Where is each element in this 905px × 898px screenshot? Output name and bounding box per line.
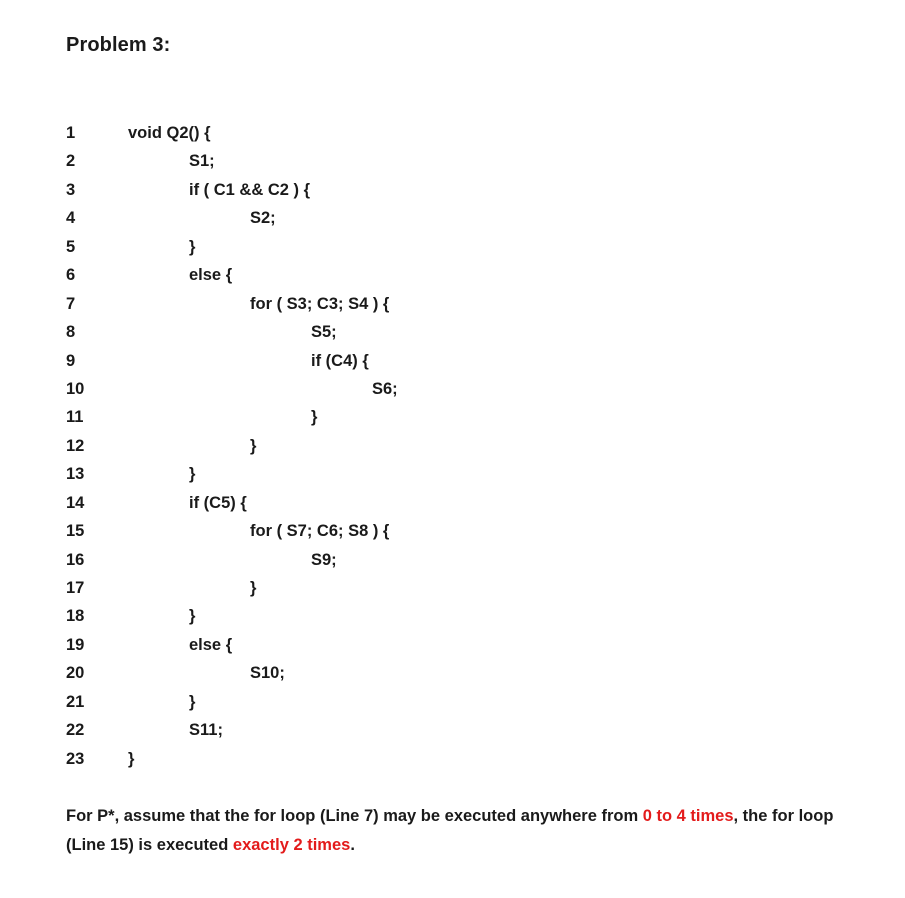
code-line (66, 489, 766, 517)
code-line (66, 631, 766, 659)
code-text: S5; (311, 323, 337, 342)
note-text-3: . (350, 836, 355, 854)
code-line (66, 318, 766, 346)
code-text: S11; (189, 721, 223, 740)
line-number: 16 (66, 550, 85, 569)
note-highlight-exact-count: exactly 2 times (232, 836, 351, 854)
code-line (66, 460, 766, 488)
code-line (66, 659, 766, 687)
code-text: } (250, 579, 257, 597)
code-text: else { (189, 266, 233, 285)
code-text: S1; (189, 152, 215, 171)
code-line (66, 176, 766, 204)
code-line (66, 290, 766, 318)
line-number: 4 (66, 209, 76, 228)
code-text: } (250, 436, 257, 455)
code-text: S6; (372, 379, 398, 398)
note-highlight-loop-range: 0 to 4 times (642, 807, 734, 825)
line-number: 17 (66, 579, 85, 597)
note-text-2: , the for loop (Line 15) is executed (66, 807, 834, 854)
code-text: if (C5) { (189, 493, 247, 512)
line-number: 10 (66, 379, 85, 398)
code-line (66, 574, 766, 602)
line-number: 7 (66, 294, 76, 313)
code-line (66, 602, 766, 630)
line-number: 9 (66, 351, 76, 370)
code-line (66, 147, 766, 175)
line-number: 18 (66, 607, 85, 626)
code-line (66, 432, 766, 460)
code-line (66, 119, 766, 147)
code-text: if (C4) { (311, 351, 369, 370)
line-number: 1 (66, 124, 76, 142)
code-line (66, 233, 766, 261)
problem-title: Problem 3: (66, 34, 171, 56)
line-number: 15 (66, 522, 85, 541)
line-number: 19 (66, 635, 85, 654)
code-text: } (189, 692, 196, 711)
code-text: for ( S3; C3; S4 ) { (250, 294, 390, 313)
code-text: } (189, 465, 196, 484)
code-listing (66, 119, 766, 773)
line-number: 12 (66, 436, 85, 455)
code-line (66, 261, 766, 289)
code-text: } (311, 408, 318, 427)
code-text: for ( S7; C6; S8 ) { (250, 522, 390, 541)
code-line (66, 347, 766, 375)
code-text: else { (189, 635, 233, 654)
code-text: S9; (311, 550, 337, 569)
code-line (66, 745, 766, 773)
code-text: void Q2() { (128, 124, 211, 142)
code-text: S10; (250, 664, 285, 683)
line-number: 3 (66, 180, 76, 199)
code-text: if ( C1 && C2 ) { (189, 180, 311, 199)
line-number: 14 (66, 493, 85, 512)
line-number: 5 (66, 237, 76, 256)
line-number: 8 (66, 323, 76, 342)
line-number: 23 (66, 749, 85, 768)
code-text: } (128, 749, 135, 768)
code-line (66, 375, 766, 403)
line-number: 20 (66, 664, 85, 683)
code-line (66, 716, 766, 744)
line-number: 22 (66, 721, 85, 740)
code-text: } (189, 237, 196, 256)
line-number: 2 (66, 152, 76, 171)
problem-note (66, 802, 866, 860)
code-line (66, 517, 766, 545)
code-text: } (189, 607, 196, 626)
code-line (66, 546, 766, 574)
line-number: 21 (66, 692, 85, 711)
note-text-1: For P*, assume that the for loop (Line 7) may be executed anywhere from (66, 807, 643, 825)
line-number: 11 (66, 408, 84, 427)
line-number: 13 (66, 465, 85, 484)
line-number: 6 (66, 266, 76, 285)
code-line (66, 204, 766, 232)
code-line (66, 403, 766, 431)
code-line (66, 688, 766, 716)
code-text: S2; (250, 209, 276, 228)
